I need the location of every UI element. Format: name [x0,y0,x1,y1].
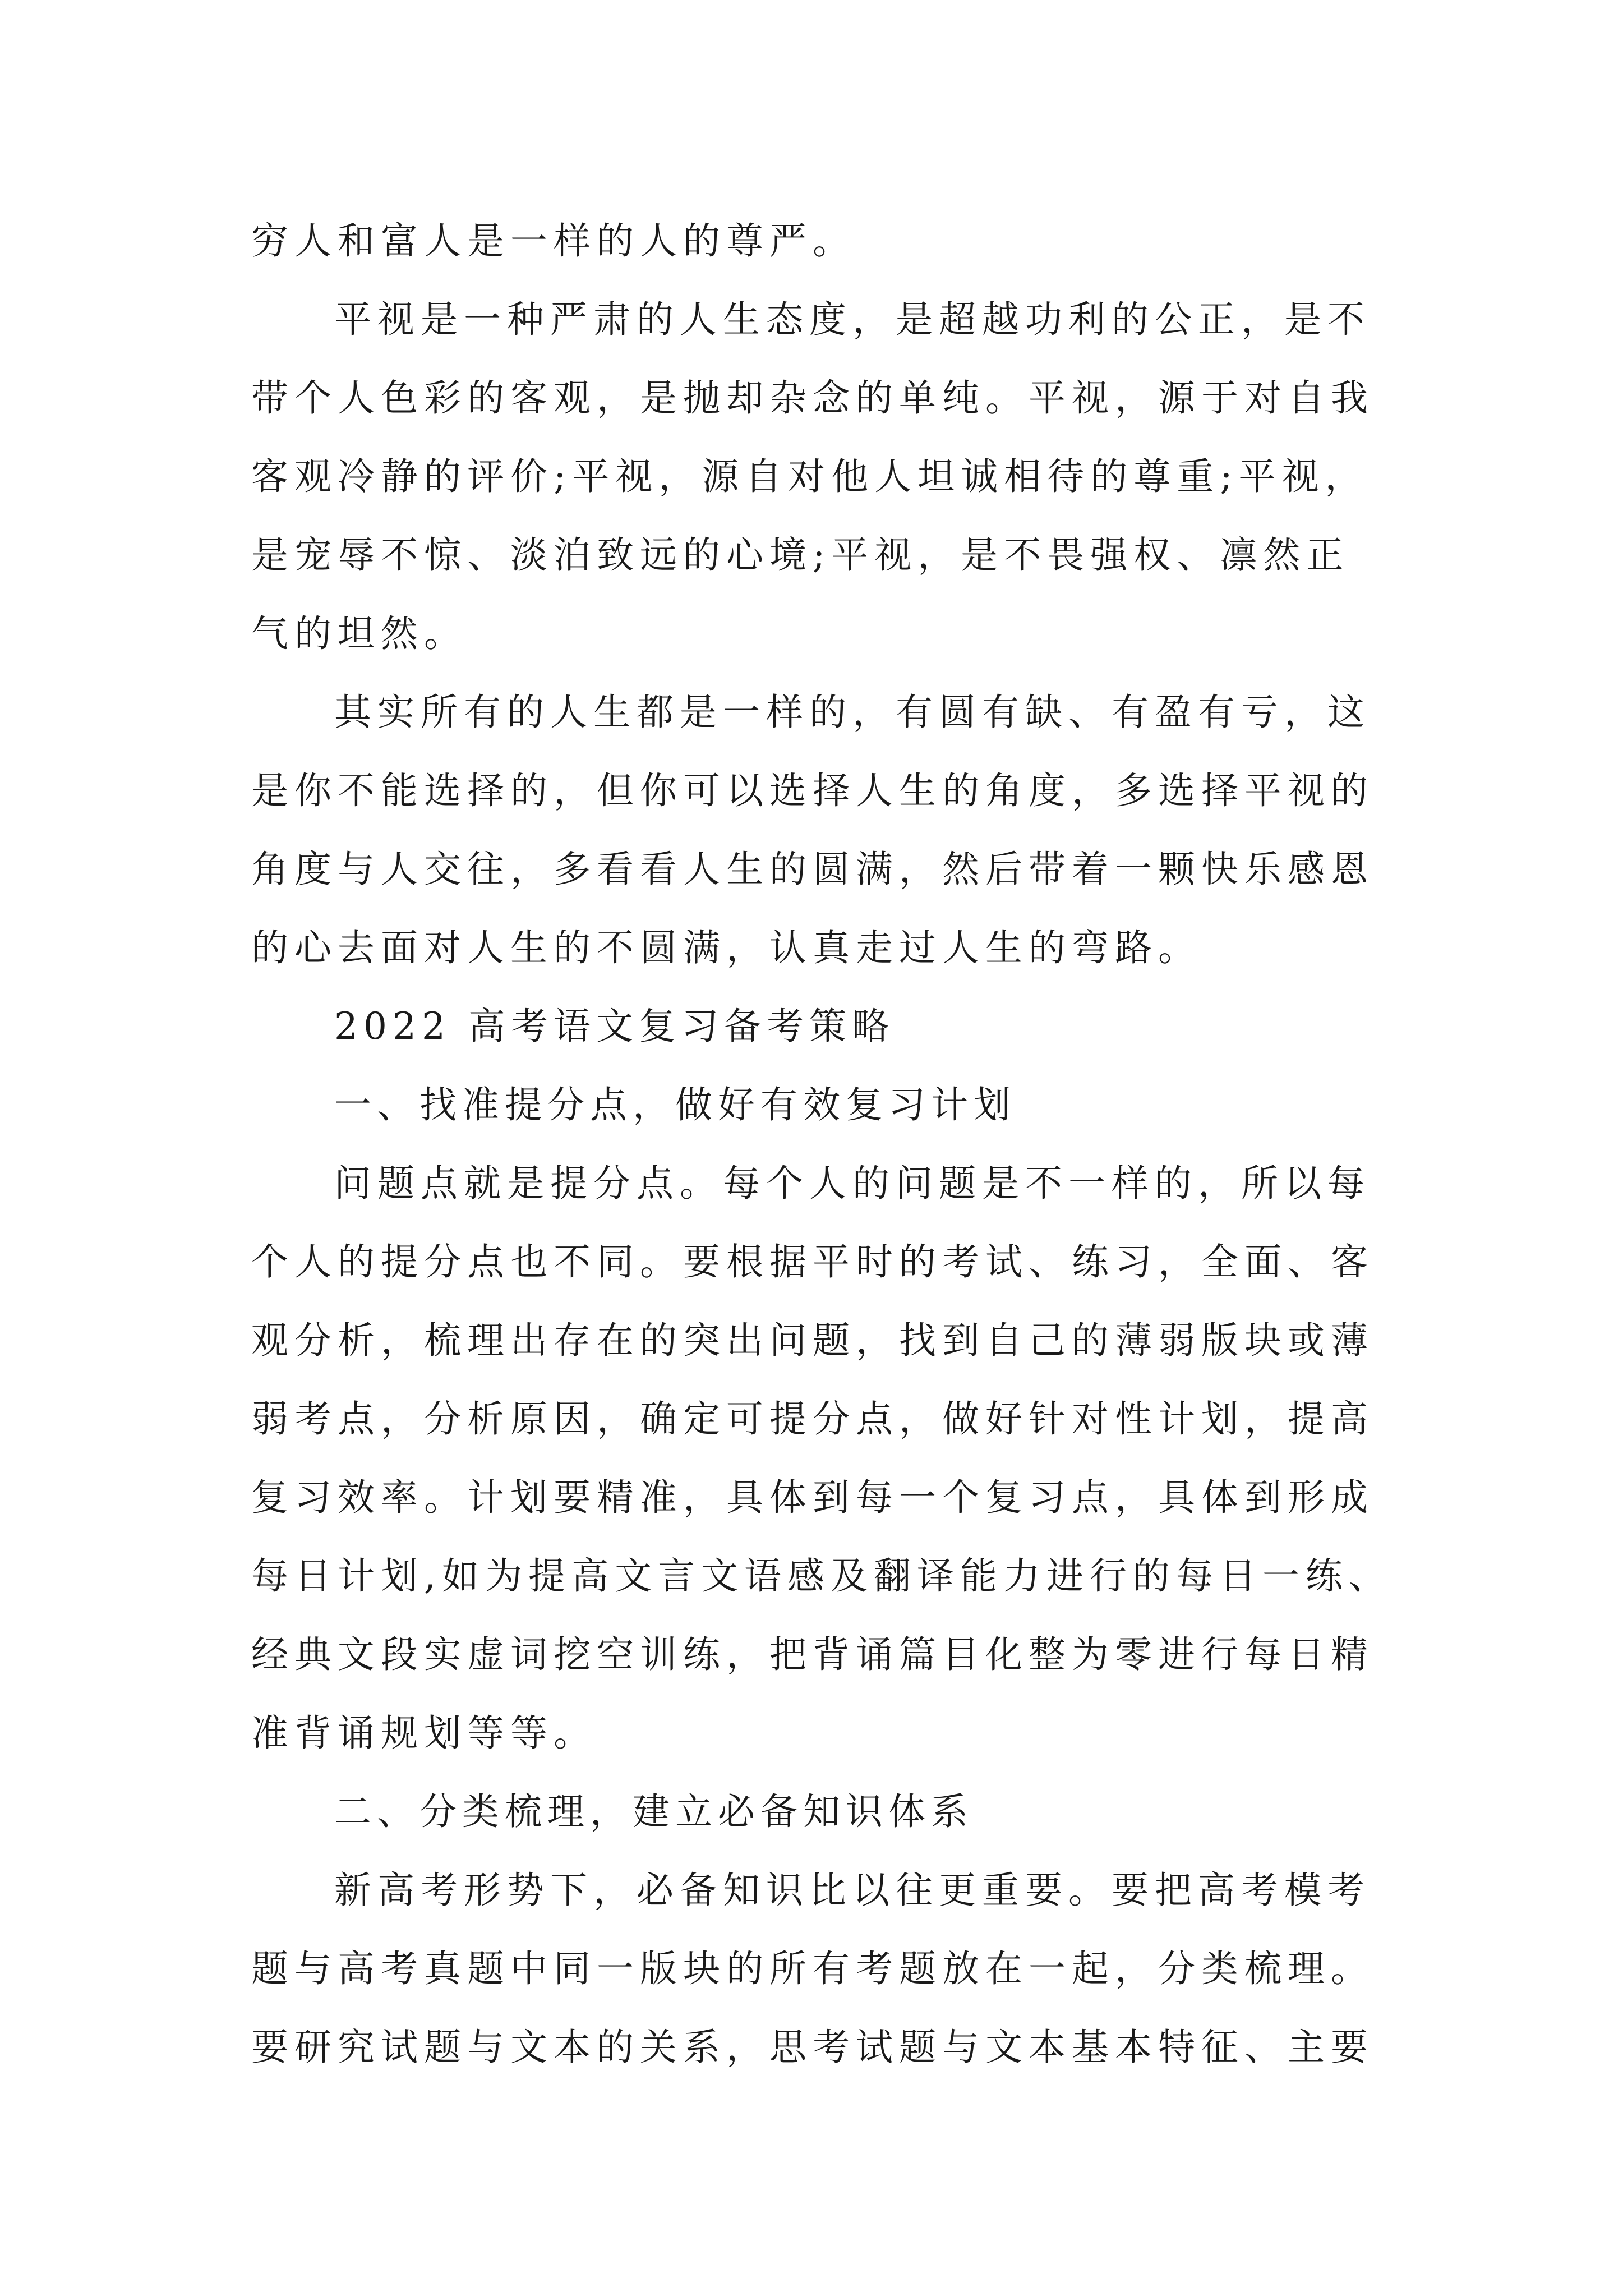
text-line: 客观冷静的评价;平视，源自对他人坦诚相待的尊重;平视， [251,455,1368,498]
text-line: 经典文段实虚词挖空训练，把背诵篇目化整为零进行每日精 [251,1633,1374,1676]
paragraph-first-line: 平视是一种严肃的人生态度，是超越功利的公正，是不 [334,298,1371,341]
text-line: 每日计划,如为提高文言文语感及翻译能力进行的每日一练、 [251,1554,1392,1598]
text-line: 的心去面对人生的不圆满，认真走过人生的弯路。 [251,926,1201,969]
text-line: 弱考点，分析原因，确定可提分点，做好针对性计划，提高 [251,1397,1374,1441]
text-line: 是你不能选择的，但你可以选择人生的角度，多选择平视的 [251,769,1374,812]
paragraph-first-line: 其实所有的人生都是一样的，有圆有缺、有盈有亏，这 [334,691,1371,734]
text-line: 复习效率。计划要精准，具体到每一个复习点，具体到形成 [251,1476,1374,1519]
paragraph-first-line: 新高考形势下，必备知识比以往更重要。要把高考模考 [334,1869,1371,1912]
text-line: 题与高考真题中同一版块的所有考题放在一起，分类梳理。 [251,1947,1374,1990]
text-line: 角度与人交往，多看看人生的圆满，然后带着一颗快乐感恩 [251,848,1374,891]
text-line: 穷人和富人是一样的人的尊严。 [251,219,856,263]
section-heading: 二、分类梳理，建立必备知识体系 [334,1790,974,1833]
document-title: 2022 高考语文复习备考策略 [334,1005,895,1048]
section-heading: 一、找准提分点，做好有效复习计划 [334,1083,1016,1126]
text-line: 要研究试题与文本的关系，思考试题与文本基本特征、主要 [251,2026,1374,2069]
text-line: 准背诵规划等等。 [251,1711,597,1755]
text-line: 带个人色彩的客观，是抛却杂念的单纯。平视，源于对自我 [251,376,1374,420]
text-line: 个人的提分点也不同。要根据平时的考试、练习，全面、客 [251,1240,1374,1283]
text-line: 观分析，梳理出存在的突出问题，找到自己的薄弱版块或薄 [251,1319,1374,1362]
text-line: 气的坦然。 [251,612,467,655]
paragraph-first-line: 问题点就是提分点。每个人的问题是不一样的，所以每 [334,1162,1371,1205]
text-line: 是宠辱不惊、淡泊致远的心境;平视，是不畏强权、凛然正 [251,533,1350,577]
